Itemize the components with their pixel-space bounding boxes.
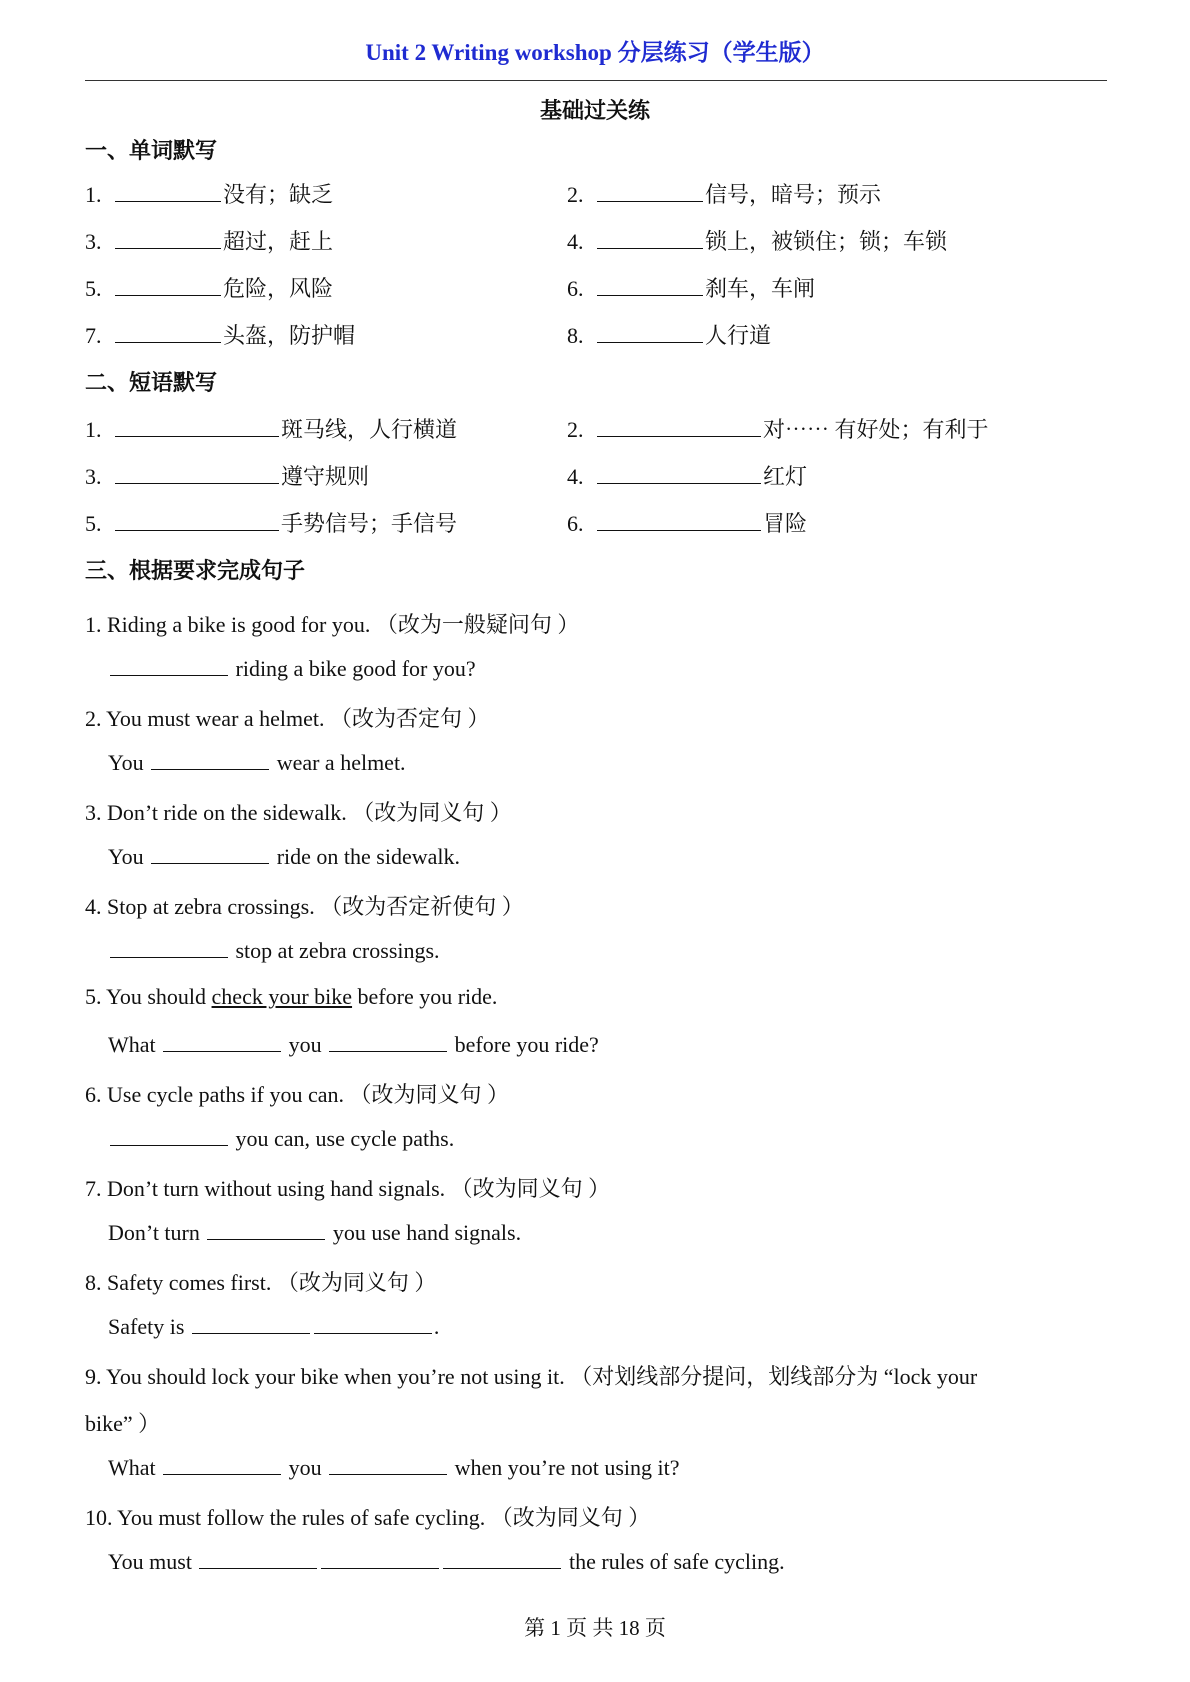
answer-blank[interactable] — [151, 843, 269, 864]
question-answer: You must the rules of safe cycling. — [108, 1549, 785, 1574]
phrase-item: 3. 遵守规则 — [85, 464, 370, 489]
answer-blank[interactable] — [115, 228, 221, 249]
word-item: 3. 超过，赶上 — [85, 229, 334, 254]
word-item: 2. 信号，暗号；预示 — [567, 182, 882, 207]
answer-blank[interactable] — [321, 1548, 439, 1569]
word-item: 4. 锁上，被锁住；锁；车锁 — [567, 229, 948, 254]
question-prompt: 1. Riding a bike is good for you. （改为一般疑问句 ） — [85, 612, 580, 637]
answer-blank[interactable] — [329, 1454, 447, 1475]
word-item: 1. 没有；缺乏 — [85, 182, 334, 207]
phrase-item: 4. 红灯 — [567, 464, 808, 489]
answer-blank[interactable] — [115, 416, 279, 437]
answer-blank[interactable] — [597, 228, 703, 249]
part1-heading: 一、单词默写 — [85, 138, 218, 163]
answer-blank[interactable] — [597, 510, 761, 531]
answer-blank[interactable] — [329, 1031, 447, 1052]
question-answer: riding a bike good for you? — [108, 655, 476, 682]
question-prompt-continued: bike” ） — [85, 1411, 161, 1436]
answer-blank[interactable] — [443, 1548, 561, 1569]
part2-heading: 二、短语默写 — [85, 370, 218, 395]
answer-blank[interactable] — [115, 463, 279, 484]
question-answer: stop at zebra crossings. — [108, 937, 440, 964]
question-answer: You ride on the sidewalk. — [108, 844, 460, 869]
answer-blank[interactable] — [597, 322, 703, 343]
answer-blank[interactable] — [597, 463, 761, 484]
phrase-item: 5. 手势信号；手信号 — [85, 511, 458, 536]
document-title: Unit 2 Writing workshop 分层练习（学生版） — [365, 40, 825, 65]
section-title: 基础过关练 — [539, 98, 650, 123]
question-answer: Safety is . — [108, 1314, 440, 1339]
answer-blank[interactable] — [199, 1548, 317, 1569]
answer-blank[interactable] — [597, 416, 761, 437]
answer-blank[interactable] — [597, 181, 703, 202]
answer-blank[interactable] — [314, 1313, 432, 1334]
answer-blank[interactable] — [115, 322, 221, 343]
answer-blank[interactable] — [207, 1219, 325, 1240]
page-footer: 第 1 页 共 18 页 — [524, 1616, 666, 1640]
question-answer: Don’t turn you use hand signals. — [108, 1220, 522, 1245]
question-prompt: 4. Stop at zebra crossings. （改为否定祈使句 ） — [85, 894, 524, 919]
question-answer: you can, use cycle paths. — [108, 1125, 454, 1152]
answer-blank[interactable] — [115, 510, 279, 531]
part3-heading: 三、根据要求完成句子 — [85, 558, 306, 583]
question-prompt: 2. You must wear a helmet. （改为否定句 ） — [85, 706, 490, 731]
question-answer: What you before you ride? — [108, 1032, 599, 1057]
header-divider — [85, 80, 1107, 81]
word-item: 7. 头盔，防护帽 — [85, 323, 356, 348]
answer-blank[interactable] — [597, 275, 703, 296]
answer-blank[interactable] — [115, 181, 221, 202]
answer-blank[interactable] — [110, 655, 228, 676]
word-item: 6. 刹车，车闸 — [567, 276, 816, 301]
answer-blank[interactable] — [110, 1125, 228, 1146]
word-item: 5. 危险，风险 — [85, 276, 334, 301]
question-prompt: 10. You must follow the rules of safe cycling. （改为同义句 ） — [85, 1505, 651, 1530]
answer-blank[interactable] — [151, 749, 269, 770]
answer-blank[interactable] — [192, 1313, 310, 1334]
question-answer: What you when you’re not using it? — [108, 1455, 680, 1480]
answer-blank[interactable] — [115, 275, 221, 296]
phrase-item: 6. 冒险 — [567, 511, 808, 536]
question-answer: You wear a helmet. — [108, 750, 406, 775]
question-prompt: 5. You should check your bike before you ride. — [85, 984, 498, 1009]
phrase-item: 1. 斑马线，人行横道 — [85, 417, 458, 442]
question-prompt: 9. You should lock your bike when you’re not using it. （对划线部分提问，划线部分为 “lock your — [85, 1364, 978, 1389]
answer-blank[interactable] — [110, 937, 228, 958]
question-prompt: 3. Don’t ride on the sidewalk. （改为同义句 ） — [85, 800, 512, 825]
question-prompt: 6. Use cycle paths if you can. （改为同义句 ） — [85, 1082, 510, 1107]
answer-blank[interactable] — [163, 1454, 281, 1475]
question-prompt: 8. Safety comes first. （改为同义句 ） — [85, 1270, 437, 1295]
question-prompt: 7. Don’t turn without using hand signals. （改为同义句 ） — [85, 1176, 611, 1201]
word-item: 8. 人行道 — [567, 323, 772, 348]
phrase-item: 2. 对⋯⋯ 有好处；有利于 — [567, 417, 989, 442]
answer-blank[interactable] — [163, 1031, 281, 1052]
underlined-phrase: check your bike — [211, 984, 353, 1009]
